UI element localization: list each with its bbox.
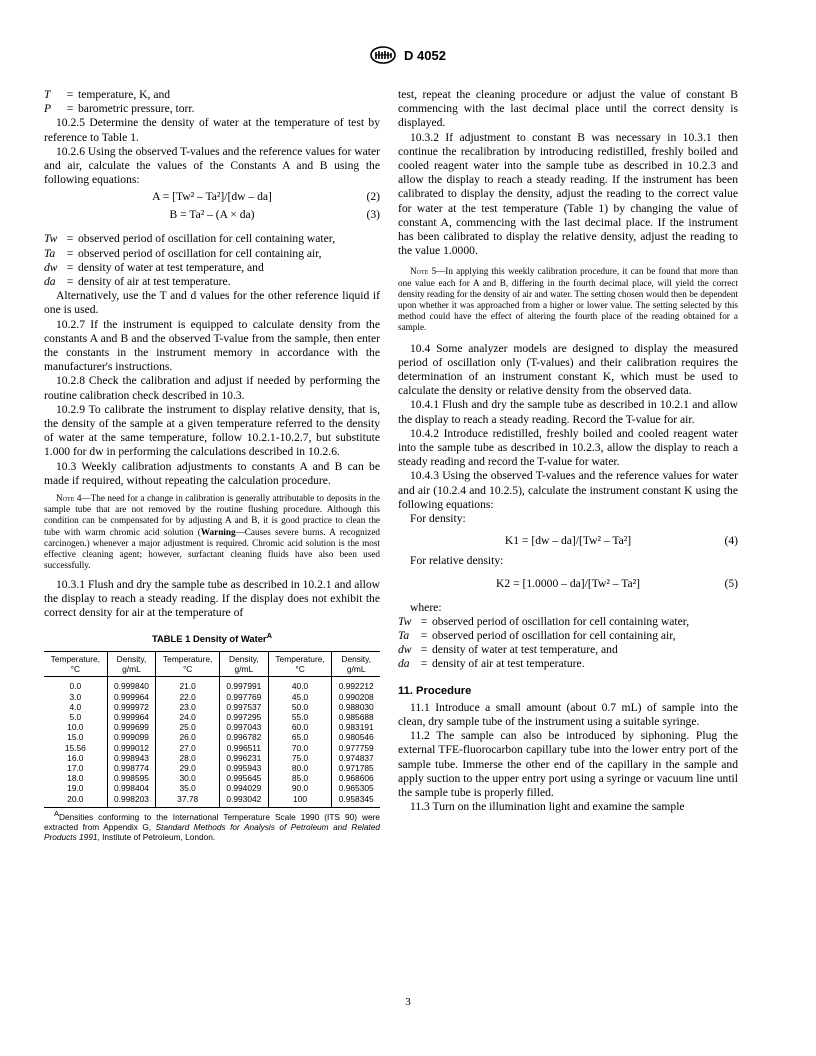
table-cell: 30.0: [156, 773, 220, 783]
equation-5: [398, 577, 738, 591]
equation-number: (2): [366, 190, 380, 204]
header-line: Density,: [116, 654, 147, 665]
header-line: Temperature,: [275, 654, 325, 665]
table-row: [44, 712, 380, 722]
table-cell: 21.0: [156, 677, 220, 692]
table-cell: 29.0: [156, 763, 220, 773]
definition-row: [398, 643, 738, 657]
definition-text: density of air at test temperature.: [78, 275, 231, 289]
table-caption-text: TABLE 1 Density of Water: [151, 633, 267, 645]
definitions-mid: [44, 232, 380, 289]
definition-row: [398, 657, 738, 671]
paragraph-10-4-1: 10.4.1 Flush and dry the sample tube as described in 10.2.1 and allow the display to reach a steady reading. Record the T-value for air.: [398, 398, 738, 426]
equation-text: K1 = [dw – da]/[Tw² – Ta²]: [504, 534, 632, 548]
table-cell: 0.996782: [220, 732, 269, 742]
table-cell: 60.0: [268, 722, 332, 732]
equation-2: [44, 190, 380, 204]
table-row: [44, 783, 380, 793]
header-line: g/mL: [122, 664, 141, 675]
equation-number: (3): [366, 208, 380, 222]
table-cell: 0.980546: [332, 732, 380, 742]
definition-text: observed period of oscillation for cell containing water,: [432, 614, 690, 628]
table-cell: 0.988030: [332, 702, 380, 712]
table-cell: 22.0: [156, 692, 220, 702]
table-cell: 55.0: [268, 712, 332, 722]
definitions-top: [44, 88, 380, 116]
definition-text: barometric pressure, torr.: [78, 102, 195, 116]
table-caption-footnote-mark: A: [266, 630, 273, 640]
table-cell: 23.0: [156, 702, 220, 712]
equals-sign: =: [66, 260, 74, 274]
table-cell: 16.0: [67, 752, 84, 763]
table-cell: 0.997537: [220, 702, 269, 712]
table-cell: 0.990208: [332, 692, 380, 702]
table-cell: 28.0: [156, 753, 220, 763]
definition-row: [44, 88, 380, 102]
section-heading-procedure: 11. Procedure: [398, 684, 472, 697]
table-cell: 0.997769: [220, 692, 269, 702]
table-row: [44, 743, 380, 753]
table-cell: 10.0: [67, 722, 84, 733]
table-cell: 0.992212: [332, 677, 380, 692]
symbol: da: [44, 275, 56, 289]
equals-sign: =: [66, 232, 74, 246]
definition-row: [44, 275, 380, 289]
header-line: g/mL: [234, 664, 254, 675]
header-line: °C: [182, 664, 193, 675]
table-cell: 24.0: [156, 712, 220, 722]
header-line: °C: [295, 664, 305, 675]
definition-text: density of water at test temperature, and: [432, 643, 618, 657]
table-row: [44, 794, 380, 808]
paragraph-10-2-7: 10.2.7 If the instrument is equipped to calculate density from the constants A and B and the observed T-value from the sample, then enter the constants in the instrument memory in accordance with the manufacturer's instructions.: [44, 317, 380, 374]
table-cell: 5.0: [69, 711, 82, 722]
table-row: [44, 722, 380, 732]
equals-sign: =: [420, 643, 428, 657]
header-line: g/mL: [346, 664, 366, 675]
symbol: da: [398, 657, 410, 671]
left-column: [44, 88, 380, 842]
table-row: [44, 732, 380, 742]
table-cell: 0.997043: [220, 722, 269, 732]
astm-logo-icon: [370, 46, 396, 64]
table-cell: 0.997295: [220, 712, 269, 722]
table-column-header: [44, 652, 107, 677]
equals-sign: =: [66, 88, 74, 101]
paragraph-10-3: 10.3 Weekly calibration adjustments to constants A and B can be made if required, without repeating the calculation procedure.: [44, 459, 380, 487]
table-cell: 0.974837: [332, 753, 380, 763]
table-cell: 0.965305: [332, 783, 380, 793]
table-column-header: [332, 652, 380, 677]
table-cell: 0.995943: [220, 763, 269, 773]
table-cell: 37.78: [156, 794, 220, 808]
equals-sign: =: [66, 275, 74, 289]
table-cell: 0.999012: [107, 743, 156, 753]
definition-row: [44, 261, 380, 275]
table-cell: 0.997991: [220, 677, 269, 692]
definition-text: observed period of oscillation for cell containing air,: [432, 628, 676, 642]
page-number: 3: [405, 996, 411, 1008]
symbol: T: [44, 88, 51, 101]
table-cell: 0.977759: [332, 743, 380, 753]
label-for-relative-density: For relative density:: [410, 554, 504, 568]
equation-text: A = [Tw² – Ta²]/[dw – da]: [152, 190, 272, 204]
footnote-mark: A: [54, 808, 60, 818]
definition-row: [398, 615, 738, 629]
equation-number: (4): [724, 534, 738, 548]
table-column-header: [268, 652, 332, 677]
paragraph-10-2-6: 10.2.6 Using the observed T-values and the reference values for water and air, calculate the values of the Constants A and B using the following equations:: [44, 144, 380, 187]
table-row: [44, 702, 380, 712]
table-cell: 0.998943: [107, 753, 156, 763]
definitions-right: [398, 615, 738, 672]
table-cell: 85.0: [268, 773, 332, 783]
symbol: P: [44, 102, 52, 116]
table-cell: 0.999699: [107, 722, 156, 732]
header-line: Density,: [229, 654, 259, 665]
paragraph-11-3: 11.3 Turn on the illumination light and examine the sample: [410, 800, 685, 814]
table-cell: 0.995645: [220, 773, 269, 783]
table-cell: 27.0: [156, 743, 220, 753]
note-5: [398, 266, 738, 333]
table-row: [44, 763, 380, 773]
table-cell: 0.993042: [220, 794, 269, 808]
paragraph-10-4-3: 10.4.3 Using the observed T-values and the reference values for water and air (10.2.4 and 10.2.5), calculate the instrument constant K using the following equations:: [398, 469, 738, 511]
note-4: [44, 493, 380, 571]
table-cell: 3.0: [69, 691, 82, 702]
symbol: Tw: [44, 232, 58, 246]
symbol: dw: [44, 260, 58, 274]
definition-text: observed period of oscillation for cell containing air,: [78, 246, 322, 260]
table-cell: 0.994029: [220, 783, 269, 793]
equation-3: [44, 208, 380, 222]
paragraph-10-2-5: 10.2.5 Determine the density of water at the temperature of test by reference to Table 1.: [44, 116, 380, 144]
paragraph-10-2-9: 10.2.9 To calibrate the instrument to display relative density, that is, the density of the sample at a given temperature referred to the density of water at the same temperature, follow 10.2.1-10.2.7, but substitute 1.000 for dw in performing the calculations described in 10.2.6.: [44, 402, 380, 459]
table-cell: 0.985688: [332, 712, 380, 722]
note-text: —The need for a change in calibration is generally attributable to deposits in the sample tube that are not removed by the routine flushing procedure. Although this condition can be compensated for by adjusting A and B, it is good practice to clean the tube with warm chromic acid solution (: [44, 493, 380, 537]
note-label: Note 5: [410, 266, 437, 277]
table-cell: 26.0: [156, 732, 220, 742]
right-column: [398, 88, 738, 814]
table-cell: 65.0: [268, 732, 332, 742]
warning-label: Warning: [200, 526, 236, 537]
table-column-header: [220, 652, 269, 677]
definition-text: observed period of oscillation for cell containing water,: [78, 232, 336, 246]
paragraph-continued: test, repeat the cleaning procedure or adjust the value of constant B commencing with the last decimal place until the correct density is displayed.: [398, 88, 738, 130]
paragraph-10-3-2: 10.3.2 If adjustment to constant B was necessary in 10.3.1 then continue the recalibration by introducing redistilled, freshly boiled and cooled reagent water into the sample tube as described in 10.2.3 and allow the display to reach a steady reading. If the instrument has been calibrated to display the density, adjust the reading to the correct value for water at the test temperature (Table 1) by changing the value of constant A, commencing with the last decimal place. If the instrument has been calibrated to display the relative density, adjust the reading to the value 1.0000.: [398, 130, 738, 258]
paragraph-alternatively: Alternatively, use the T and d values for the other reference liquid if one is used.: [44, 289, 380, 317]
note-text: —In applying this weekly calibration procedure, it can be found that more than one value each for A and B, differing in the fourth decimal place, will yield the correct density reading for the density of air and water. The setting chosen would then be dependent upon whether it was approached from a higher or lower value. The setting selected by this method could have the effect of altering the fourth place of the reading obtained for a sample.: [398, 266, 738, 333]
equals-sign: =: [66, 102, 74, 116]
table-cell: 25.0: [156, 722, 220, 732]
table-cell: 0.999840: [107, 677, 156, 692]
table-row: [44, 753, 380, 763]
table-cell: 0.998203: [107, 794, 156, 808]
equation-text: B = Ta² – (A × da): [169, 208, 255, 222]
table-column-header: [107, 652, 156, 677]
equals-sign: =: [420, 628, 428, 642]
paragraph-10-4: 10.4 Some analyzer models are designed to display the measured period of oscillation only (T-values) and their calibration requires the determination of an instrument constant K, which must be used to calculate the density or relative density from the observed data.: [398, 341, 738, 398]
table-cell: 0.958345: [332, 794, 380, 808]
label-for-density: For density:: [410, 512, 466, 526]
table-cell: 35.0: [156, 783, 220, 793]
table-cell: 18.0: [67, 773, 84, 784]
header-line: °C: [70, 664, 81, 675]
table-cell: 40.0: [268, 677, 332, 692]
table-row: [44, 692, 380, 702]
table-cell: 100: [268, 794, 332, 808]
table-cell: 0.968606: [332, 773, 380, 783]
table-cell: 15.56: [64, 742, 86, 753]
table-cell: 0.996511: [220, 743, 269, 753]
equation-4: [398, 534, 738, 548]
definition-row: [44, 247, 380, 261]
table-cell: 0.983191: [332, 722, 380, 732]
definition-text: temperature, K, and: [78, 88, 171, 101]
definition-text: density of air at test temperature.: [432, 657, 585, 671]
equals-sign: =: [66, 246, 74, 260]
table-cell: 50.0: [268, 702, 332, 712]
table-caption: [44, 632, 380, 646]
table-row: [44, 677, 380, 692]
definition-row: [398, 629, 738, 643]
table-cell: 0.999972: [107, 702, 156, 712]
table-cell: 15.0: [67, 732, 84, 743]
symbol: Ta: [44, 246, 56, 260]
paragraph-11-1: 11.1 Introduce a small amount (about 0.7 mL) of sample into the clean, dry sample tube of the instrument using a suitable syringe.: [398, 700, 738, 728]
paragraph-10-3-1: 10.3.1 Flush and dry the sample tube as described in 10.2.1 and allow the display to reach a steady reading. If the display does not exhibit the correct density for air at the temperature of: [44, 577, 380, 619]
table-cell: 17.0: [67, 762, 84, 773]
note-text: —Causes severe burns. A recognized carcinogen.) whenever a major adjustment is required. Chromic acid solution is the most effective cleaning agent; however, surfactant cleaning fluids have also been used successfully.: [44, 526, 380, 571]
equals-sign: =: [420, 657, 428, 671]
header-line: Temperature,: [162, 654, 213, 665]
table-cell: 0.999099: [107, 732, 156, 742]
equation-text: K2 = [1.0000 – da]/[Tw² – Ta²]: [496, 576, 640, 590]
table-cell: 0.998404: [107, 783, 156, 793]
definition-row: [44, 102, 380, 116]
table-row: [44, 773, 380, 783]
footnote-text: Densities conforming to the International Temperature Scale 1990 (ITS 90) were extracted from Appendix G,: [44, 811, 380, 832]
paragraph-10-4-2: 10.4.2 Introduce redistilled, freshly boiled and cooled reagent water into the sample tube as described in 10.2.3, allow the display to reach a steady reading and record the T-value for water.: [398, 426, 738, 469]
definition-text: density of water at test temperature, and: [78, 260, 264, 274]
header-line: Density,: [341, 654, 372, 665]
table-cell: 90.0: [268, 783, 332, 793]
table-cell: 0.999964: [107, 692, 156, 702]
table-cell: 0.998595: [107, 773, 156, 783]
table-cell: 0.996231: [220, 753, 269, 763]
table-cell: 0.0: [69, 681, 82, 692]
table-column-header: [156, 652, 220, 677]
where-label: where:: [410, 600, 442, 614]
paragraph-11-2: 11.2 The sample can also be introduced by siphoning. Plug the external TFE-fluorocarbon capillary tube into the lower entry port of the sample tube. Immerse the other end of the capillary in the sample and apply suction to the upper entry port using a syringe or vacuum line until the sample tube is properly filled.: [398, 729, 738, 799]
table-body: [44, 677, 380, 807]
symbol: dw: [398, 643, 412, 657]
standard-designation: D 4052: [404, 47, 446, 63]
density-table: [44, 651, 380, 807]
table-cell: 70.0: [268, 743, 332, 753]
table-cell: 19.0: [67, 783, 84, 794]
definition-row: [44, 232, 380, 246]
note-label: Note 4: [56, 493, 82, 504]
equals-sign: =: [420, 614, 428, 628]
table-cell: 4.0: [69, 701, 82, 712]
table-cell: 0.971785: [332, 763, 380, 773]
page-header: [0, 46, 816, 64]
equation-number: (5): [724, 576, 738, 590]
table-footnote: [44, 808, 381, 843]
symbol: Tw: [398, 614, 412, 628]
footnote-title: Standard Methods for Analysis of Petroleum and Related Products 1991: [44, 821, 381, 843]
paragraph-10-2-8: 10.2.8 Check the calibration and adjust if needed by performing the routine calibration check described in 10.3.: [44, 374, 380, 402]
table-cell: 80.0: [268, 763, 332, 773]
table-cell: 75.0: [268, 753, 332, 763]
symbol: Ta: [398, 628, 410, 642]
table-cell: 0.998774: [107, 763, 156, 773]
footnote-text: , Institute of Petroleum, London.: [97, 832, 216, 843]
header-line: Temperature,: [50, 654, 100, 665]
table-cell: 45.0: [268, 692, 332, 702]
table-cell: 20.0: [44, 794, 107, 808]
table-cell: 0.999964: [107, 712, 156, 722]
table-header-row: [44, 652, 380, 677]
